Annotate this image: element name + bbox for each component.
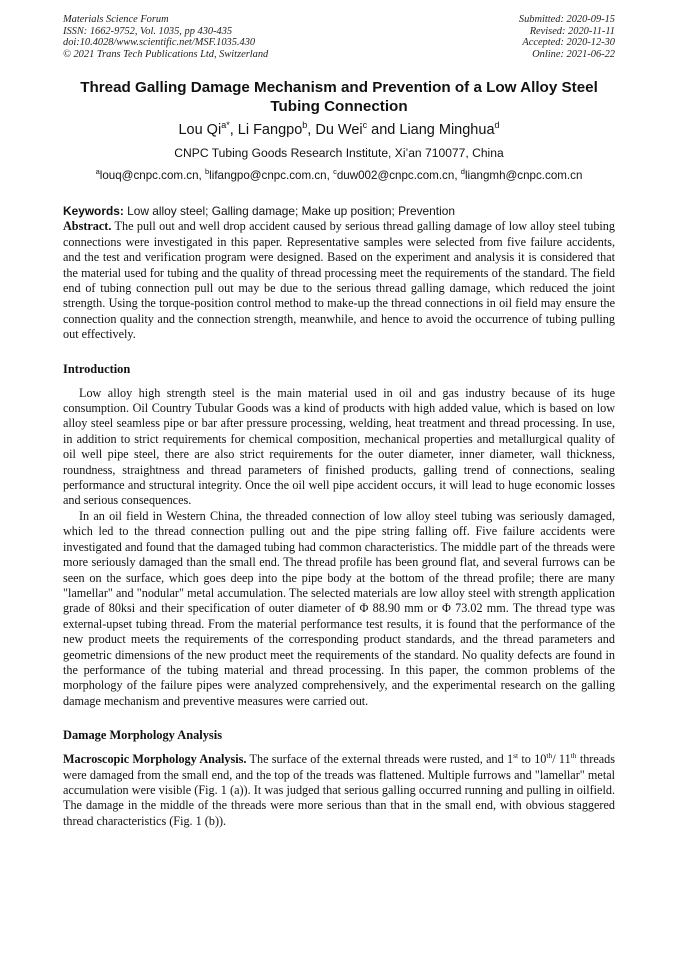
intro-paragraph-2: In an oil field in Western China, the threaded connection of low alloy steel tubing was seriously damaged, which led to the thread connection pulling out and the pipe string falling off. Five failure accidents were investigated and found that the damaged tubing had common characteristics. The middle part of the threads were more seriously damaged than the small end. The thread profile has been ground flat, and several furrows can be seen on the surface, which goes deep into the pipe body at the bottom of the thread profile; there are many "lamellar" and "nodular" metal accumulation. The selected materials are low alloy steel with strength application grade of 80ksi and their specification of outer diameter of Φ 88.90 mm or Φ 73.02 mm. The thread type was external-upset tubing thread. From the material performance test results, it is found that the performance of the new product meets the requirements of the corresponding product standards, and the thread parameters and geometric dimensions of the new product meet the requirements of the standard. No quality defects are found in the performance of the tubing material and thread processing. In this paper, the common problems of the morphology of the failure pipes were analyzed comprehensively, and the experimental research on the galling damage mechanism and preventive measures were carried out. <box>63 508 615 708</box>
keywords-label: Keywords: <box>63 204 124 219</box>
macroscopic-text-2: to 10 <box>518 752 547 767</box>
ordinal-suffix: st <box>513 751 519 761</box>
author-name: Lou Qi <box>178 122 222 139</box>
journal-doi[interactable]: doi:10.4028/www.scientific.net/MSF.1035.430 <box>63 37 256 49</box>
subheading-macroscopic: Macroscopic Morphology Analysis. <box>63 752 247 767</box>
paper-title: Thread Galling Damage Mechanism and Prevention of a Low Alloy Steel Tubing Connection <box>80 79 598 116</box>
date-submitted: Submitted: 2020-09-15 <box>518 14 615 25</box>
author-name: Li Fangpo <box>237 122 303 139</box>
email-link[interactable]: louq@cnpc.com.cn <box>99 169 199 183</box>
email-marker: c <box>333 167 337 177</box>
macroscopic-text-1: The surface of the external threads were rusted, and 1 <box>249 752 514 767</box>
abstract-text: The pull out and well drop accident caused by serious thread galling damage of low alloy steel tubing connections were investigated in this paper. Representative samples were selected from five failure accidents, and the test and verification program were designed. Based on the experiment and analysis it is considered that the material used for tubing and the quality of thread processing meet the requirements of the standard. The field end of tubing connection pull out may be due to the serious thread galling damage, which reduced the joint strength. Using the torque-position control method to make-up the thread connections in oil field may ensure the connection quality and the connection strength, meanwhile, and hence to avoid the occurrence of tubing pulling out effectively. <box>63 219 615 342</box>
author-marker: d <box>494 120 500 131</box>
publication-dates <box>519 14 615 60</box>
keywords-text: Low alloy steel; Galling damage; Make up position; Prevention <box>127 204 455 219</box>
macroscopic-paragraph <box>63 752 615 829</box>
author-marker: a* <box>221 120 230 131</box>
author-name: Du Wei <box>315 122 363 139</box>
email-link[interactable]: liangmh@cnpc.com.cn <box>464 169 583 183</box>
date-revised: Revised: 2020-11-11 <box>529 25 615 37</box>
ordinal-suffix: th <box>546 751 553 761</box>
email-link[interactable]: duw002@cnpc.com.cn <box>336 169 455 183</box>
keywords <box>63 204 615 219</box>
author-name: Liang Minghua <box>399 122 495 139</box>
intro-paragraph-1: Low alloy high strength steel is the main material used in oil and gas industry because of its huge consumption. Oil Country Tubular Goods was a kind of products with high added value, which is based on low alloy steel seamless pipe or bar after pressure processing, welding, heat treatment and thread processing. In use, in addition to strict requirements for chemical composition, mechanical properties and metallurgical quality of oil well pipe steel, there are also strict requirements for the outer diameter, inner diameter, wall thickness, roundness, straightness and thread parameters of finished products, galling trend of connections, sealing performance and structural integrity. Once the oil well pipe accident occurs, it will lead to huge economic losses and serious consequences. <box>63 385 615 508</box>
section-heading-damage-morphology: Damage Morphology Analysis <box>63 728 223 743</box>
email-marker: b <box>205 167 210 177</box>
author-marker: c <box>362 120 368 131</box>
journal-copyright: © 2021 Trans Tech Publications Ltd, Switzerland <box>63 48 269 60</box>
date-accepted: Accepted: 2020-12-30 <box>522 37 615 49</box>
author-emails: $^a$louq@cnpc.com.cn, $^b$lifangpo@cnpc.com.cn, $^c$duw002@cnpc.com.cn, $^d$liangmh@cnpc.com.cn <box>95 167 583 183</box>
paper-page <box>63 14 615 829</box>
email-marker: d <box>460 167 465 177</box>
journal-header <box>63 14 615 60</box>
journal-name: Materials Science Forum <box>63 14 169 25</box>
journal-info <box>63 14 268 60</box>
abstract <box>63 219 615 342</box>
abstract-label: Abstract. <box>63 219 112 234</box>
journal-issn: ISSN: 1662-9752, Vol. 1035, pp 430-435 <box>63 25 233 37</box>
macroscopic-text-4: threads were damaged from the small end, and the top of the treads was flattened. Multiple furrows and "lamellar" metal accumulation were visible (Fig. 1 (a)). It was judged that serious galling occurred running and pulling in oilfield. The damage in the middle of the threads were more serious than that in the small end, with obvious staggered thread characteristics (Fig. 1 (b)). <box>63 752 616 828</box>
date-online: Online: 2021-06-22 <box>532 48 615 60</box>
section-heading-introduction: Introduction <box>63 361 131 376</box>
affiliation: CNPC Tubing Goods Research Institute, Xi’an 710077, China <box>174 146 504 161</box>
email-marker: a <box>95 167 100 177</box>
author-list: Lou $Qi^{a*}$, Li Fangpo$^b$, Du Wei$^c$ and Liang Minghua$^d$ <box>178 120 500 139</box>
ordinal-suffix: th <box>570 751 577 761</box>
macroscopic-text-3: / 11 <box>552 752 571 767</box>
email-link[interactable]: lifangpo@cnpc.com.cn <box>209 169 327 183</box>
author-marker: b <box>302 120 308 131</box>
